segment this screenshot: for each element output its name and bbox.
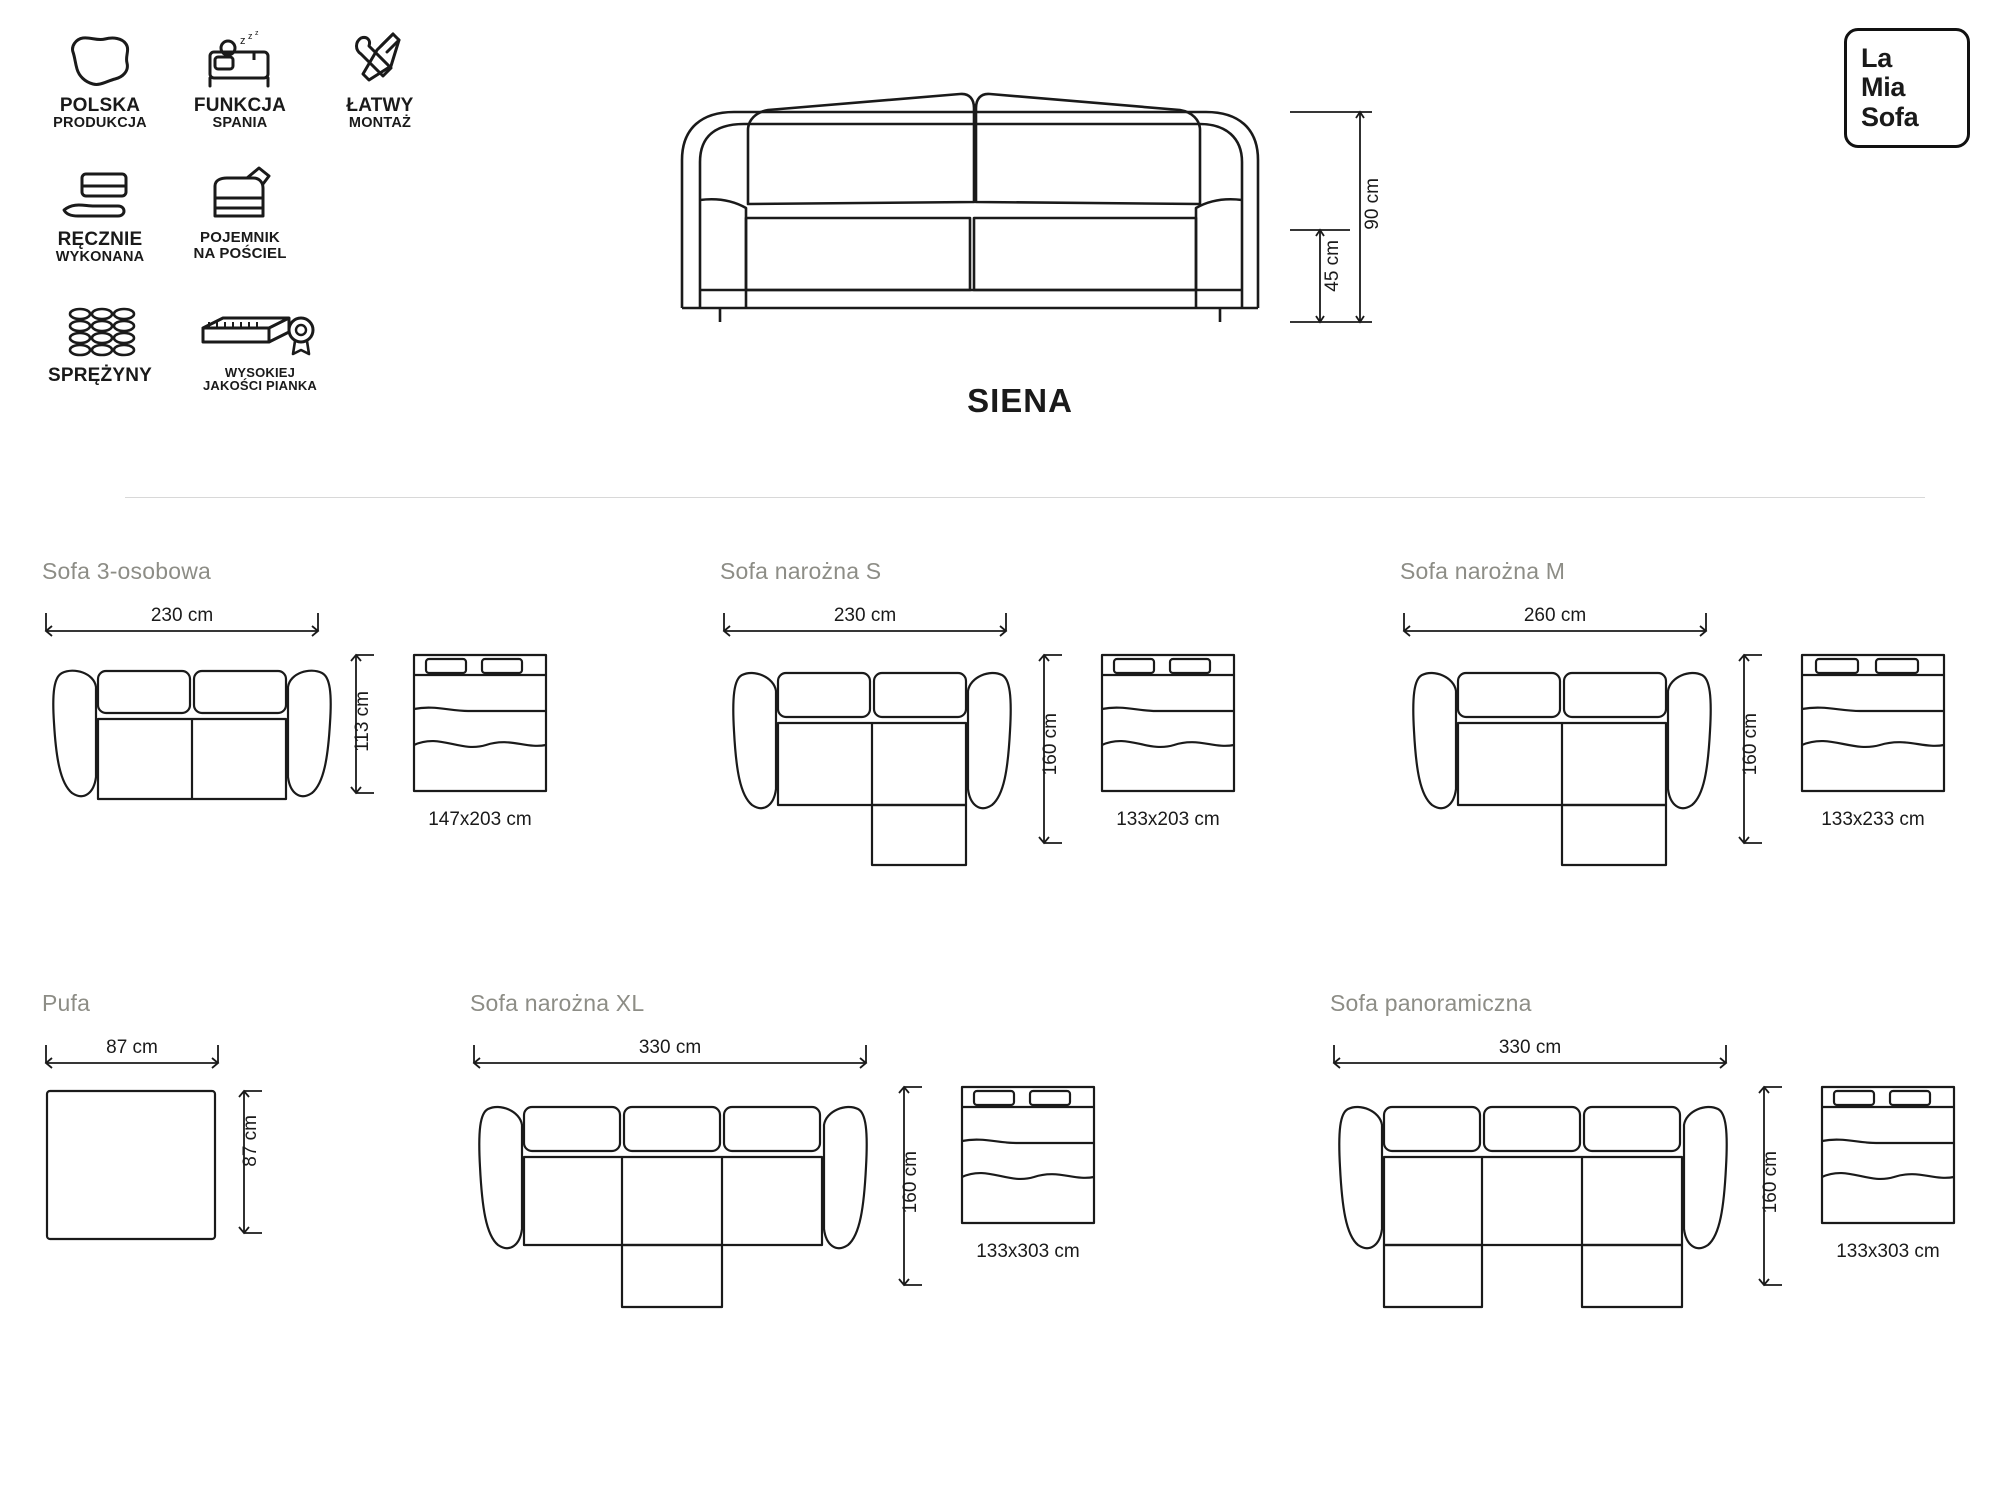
variant-title: Sofa narożna M — [1400, 558, 1566, 584]
variant-bed-label: 133x233 cm — [1821, 809, 1925, 830]
variant-title: Sofa panoramiczna — [1330, 990, 1532, 1016]
variant-depth-label: 160 cm — [1740, 713, 1761, 776]
variant-depth-label: 87 cm — [240, 1115, 261, 1167]
feature-label-line2: JAKOŚCI PIANKA — [202, 378, 318, 394]
feature-label-line1: ŁATWY — [346, 95, 414, 116]
variant-bed-label: 147x203 cm — [428, 809, 532, 830]
product-name: SIENA — [967, 382, 1073, 419]
variant-width-label: 230 cm — [150, 605, 214, 626]
feature-label-line2: PRODUKCJA — [53, 114, 147, 131]
feature-funkcja-spania — [170, 20, 310, 132]
variant-bed-label: 133x203 cm — [1116, 809, 1220, 830]
logo-line-2: Mia — [1861, 72, 1906, 103]
feature-label-line1: POJEMNIK — [200, 228, 280, 246]
handmade-icon — [60, 154, 140, 226]
logo-line-3: Sofa — [1861, 101, 1919, 132]
variant-sofa-narozna-xl — [470, 990, 1090, 1353]
variant-width-label: 87 cm — [106, 1037, 158, 1058]
poland-map-icon — [67, 20, 133, 92]
hero-total-height-label: 90 cm — [1362, 178, 1383, 230]
variant-title: Sofa 3-osobowa — [42, 558, 212, 584]
section-divider — [125, 497, 1925, 498]
feature-label-line2: SPANIA — [212, 114, 268, 131]
svg-text:z: z — [240, 35, 246, 47]
feature-recznie-wykonana — [30, 154, 170, 266]
feature-label-line1: SPRĘŻYNY — [47, 364, 152, 386]
high-quality-foam-icon — [195, 290, 325, 362]
variant-width-label: 260 cm — [1523, 605, 1587, 626]
variant-width-label: 330 cm — [1498, 1037, 1562, 1058]
feature-pojemnik-na-posciel — [170, 154, 310, 266]
feature-row-1 — [30, 20, 450, 132]
variant-width-label: 330 cm — [638, 1037, 702, 1058]
hero-sofa-illustration — [660, 50, 1383, 350]
variant-title: Sofa narożna XL — [470, 990, 645, 1016]
variant-depth-label: 113 cm — [352, 691, 373, 752]
svg-text:z: z — [255, 30, 259, 37]
variant-width-label: 230 cm — [833, 605, 897, 626]
variant-title: Sofa narożna S — [720, 558, 882, 584]
feature-badges — [30, 20, 450, 394]
bedding-container-icon — [207, 154, 273, 226]
feature-label-line1: WYSOKIEJ — [224, 364, 296, 380]
feature-row-3 — [30, 290, 450, 394]
variant-title: Pufa — [42, 990, 91, 1016]
hero-seat-height-label: 45 cm — [1322, 240, 1343, 292]
springs-icon — [64, 290, 136, 362]
feature-polska-produkcja — [30, 20, 170, 132]
feature-label-line2: MONTAŻ — [348, 114, 412, 131]
variant-bed-label: 133x303 cm — [976, 1241, 1080, 1262]
variant-depth-label: 160 cm — [1760, 1151, 1781, 1214]
feature-latwy-montaz — [310, 20, 450, 132]
variant-sofa-narozna-m — [1400, 558, 1980, 911]
variant-depth-label: 160 cm — [900, 1151, 921, 1214]
feature-label-line2: NA POŚCIEL — [193, 244, 287, 262]
feature-row-2 — [30, 154, 450, 266]
tools-icon — [349, 20, 411, 92]
sleep-function-icon — [204, 20, 276, 92]
variant-depth-label: 160 cm — [1040, 713, 1061, 776]
variant-sofa-3-osobowa — [42, 558, 602, 891]
variant-sofa-narozna-s — [720, 558, 1300, 911]
logo-line-1: La — [1861, 43, 1892, 74]
feature-wysokiej-jakosci-pianka — [170, 290, 350, 394]
variant-pufa — [42, 990, 372, 1273]
variant-sofa-panoramiczna — [1330, 990, 1970, 1353]
variant-bed-label: 133x303 cm — [1836, 1241, 1940, 1262]
feature-sprezyny — [30, 290, 170, 394]
feature-label-line1: FUNKCJA — [193, 95, 287, 116]
brand-logo — [1844, 28, 1970, 148]
feature-label-line1: RĘCZNIE — [57, 228, 143, 250]
feature-label-line2: WYKONANA — [55, 248, 145, 265]
svg-text:z: z — [248, 31, 253, 41]
feature-label-line1: POLSKA — [59, 95, 141, 116]
